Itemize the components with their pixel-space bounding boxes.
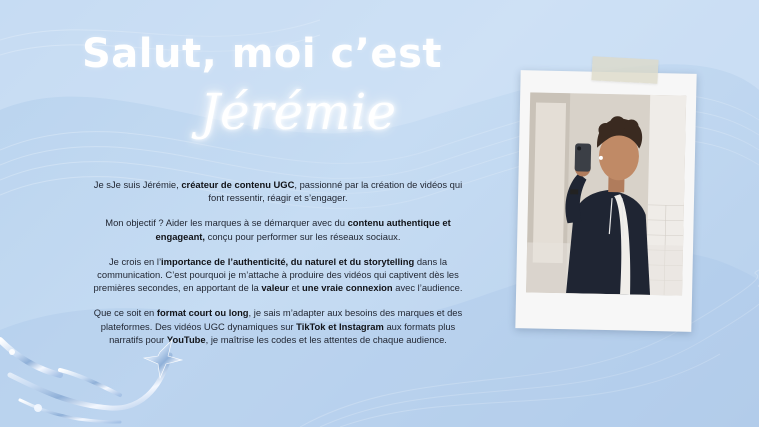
text-segment: Mon objectif ? Aider les marques à se démarquer avec du [105, 217, 348, 229]
portrait-photo [526, 92, 686, 295]
text-segment: avec l’audience. [392, 282, 463, 294]
text-segment: , passionné par la création de vidéos qui font ressentir, réagir et s’engager. [208, 179, 463, 204]
name-signature: Jérémie [200, 83, 397, 141]
bold-segment: importance de l’authenticité, du naturel et du storytelling [161, 255, 415, 267]
polaroid-frame [515, 70, 696, 332]
bold-segment: format court ou long [156, 307, 249, 319]
text-segment: , je maîtrise les codes et les attentes de chaque audience. [205, 333, 447, 345]
text-segment: dans la communication. C’est pourquoi je m’attache à produire des vidéos qui captivent dès les premières secondes, en apportant de la [93, 255, 459, 294]
bold-segment: une vraie connexion [301, 282, 393, 294]
bold-segment: contenu authentique et engageant, [155, 217, 451, 242]
text-segment: et [288, 282, 302, 294]
bold-segment: créateur de contenu UGC [181, 179, 295, 190]
text-segment: Que ce soit en [93, 307, 157, 319]
bold-segment: TikTok et Instagram [296, 320, 384, 332]
bio-paragraph [88, 216, 468, 242]
bold-segment: valeur [261, 282, 289, 294]
bold-segment: YouTube [166, 333, 206, 345]
text-segment: aux formats plus narratifs pour [109, 320, 456, 345]
washi-tape [591, 56, 658, 83]
chrome-star-ornament [0, 330, 190, 427]
portrait-illustration [526, 92, 686, 295]
text-segment: Je sJe suis Jérémie, [93, 179, 182, 190]
bio-paragraph [88, 255, 468, 295]
text-segment: , je sais m’adapter aux besoins des marques et des plateformes. Des vidéos UGC dynamiques sur [100, 307, 463, 332]
text-segment: conçu pour performer sur les réseaux sociaux. [205, 230, 401, 242]
page-title: Salut, moi c’est [82, 31, 442, 77]
text-segment: Je crois en l’ [108, 255, 162, 267]
bio-paragraph [88, 178, 468, 204]
